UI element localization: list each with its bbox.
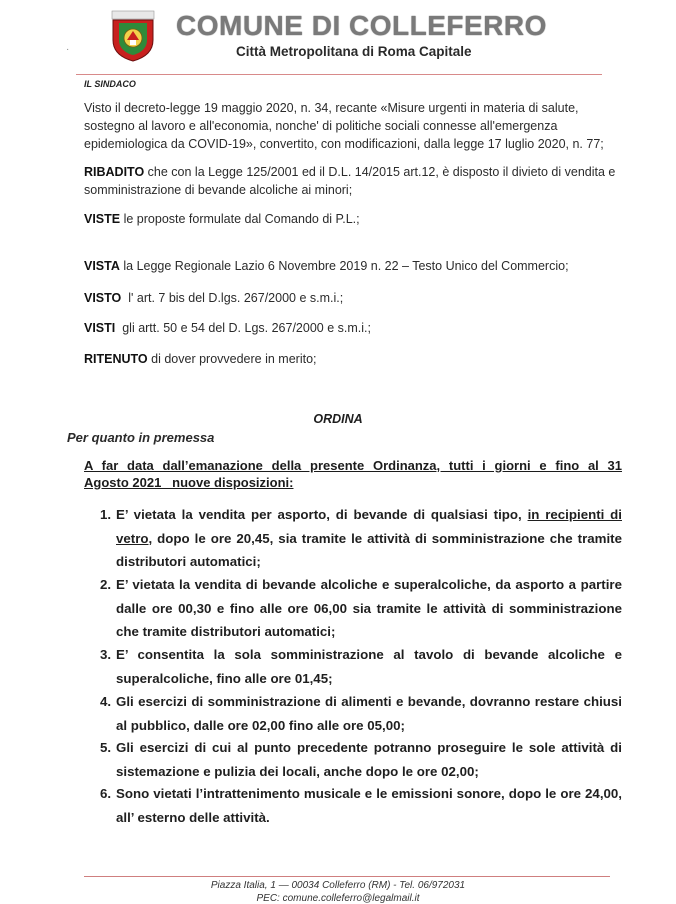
margin-mark: · (66, 44, 70, 55)
premise-paragraph (84, 289, 343, 307)
page-title: COMUNE DI COLLEFERRO (176, 10, 547, 41)
footer-divider (84, 876, 610, 877)
provision-text-part: E’ vietata la vendita per asporto, di bevande di qualsiasi tipo, (116, 507, 528, 522)
provision-number: 6. (100, 786, 112, 801)
premise-lead: VISTI (84, 321, 116, 335)
municipal-crest-logo (110, 10, 156, 62)
provision-item (100, 573, 622, 644)
premise-text: le proposte formulate dal Comando di P.L.; (120, 212, 360, 226)
premise-text: Visto il decreto-legge 19 maggio 2020, n. 34, recante «Misure urgenti in materia di salute, sostegno al lavoro e all'economia, nonche' di politiche sociali connesse all'emergenza epidemiologica da COVID-19», convertito, con modificazioni, dalla legge 17 luglio 2020, n. 77; (84, 101, 604, 151)
premise-paragraph (84, 210, 360, 228)
ordina-heading: ORDINA (313, 412, 363, 426)
provision-number: 3. (100, 647, 112, 662)
premise-text: che con la Legge 125/2001 ed il D.L. 14/2015 art.12, è disposto il divieto di vendita e somministrazione di bevande alcoliche ai minori; (84, 165, 616, 197)
header-divider (76, 74, 602, 75)
premise-text: l' art. 7 bis del D.lgs. 267/2000 e s.m.i.; (121, 291, 344, 305)
premise-lead: VISTO (84, 291, 122, 305)
premise-lead: RITENUTO (84, 352, 148, 366)
premise-lead: RIBADITO (84, 165, 145, 179)
premise-text: gli artt. 50 e 54 del D. Lgs. 267/2000 e s.m.i.; (115, 321, 371, 335)
provision-text: Gli esercizi di somministrazione di alimenti e bevande, dovranno restare chiusi al pubblico, dalle ore 02,00 fino alle ore 05,00; (116, 694, 622, 733)
provision-number: 1. (100, 507, 112, 522)
premise-paragraph (84, 163, 624, 199)
provision-text: E’ consentita la sola somministrazione al tavolo di bevande alcoliche e superalcoliche, fino alle ore 01,45; (116, 647, 622, 686)
provision-item (100, 643, 622, 690)
footer-address: Piazza Italia, 1 — 00034 Colleferro (RM) - Tel. 06/972031 (210, 880, 466, 891)
premise-lead: VISTE (84, 212, 121, 226)
page-subtitle: Città Metropolitana di Roma Capitale (236, 44, 472, 59)
premise-paragraph (84, 99, 624, 153)
premise-text: la Legge Regionale Lazio 6 Novembre 2019 n. 22 – Testo Unico del Commercio; (119, 259, 569, 273)
provision-number: 4. (100, 694, 112, 709)
premise-paragraph (84, 257, 569, 275)
intro-line: Agosto 2021 nuove disposizioni: (84, 475, 294, 490)
premise-text: di dover provvedere in merito; (147, 352, 317, 366)
footer-pec: PEC: comune.colleferro@legalmail.it (256, 893, 420, 904)
provision-item (100, 503, 622, 574)
provision-text: Gli esercizi di cui al punto precedente potranno proseguire le sole attività di sistemazione e pulizia dei locali, anche dopo le ore 02,00; (116, 740, 622, 779)
provision-item (100, 690, 622, 737)
intro-line: A far data dall’emanazione della presente Ordinanza, tutti i giorni e fino al 31 (84, 458, 622, 473)
provision-text (116, 503, 622, 574)
premise-paragraph (84, 350, 317, 368)
provision-item (100, 782, 622, 829)
ordinance-intro (84, 457, 622, 491)
premise-paragraph (84, 319, 371, 337)
provision-number: 2. (100, 577, 112, 592)
provision-item (100, 736, 622, 783)
provision-text: E’ vietata la vendita di bevande alcoliche e superalcoliche, da asporto a partire dalle ore 00,30 e fino alle ore 06,00 sia tramite le attività di somministrazione che tramite distributori automatici; (116, 577, 622, 639)
sindaco-label: IL SINDACO (84, 79, 136, 89)
per-quanto-label: Per quanto in premessa (67, 430, 215, 445)
provision-text: Sono vietati l’intrattenimento musicale e le emissioni sonore, dopo le ore 24,00, all’ esterno delle attività. (116, 786, 622, 825)
provision-underlined-text: in recipienti di vetro (116, 507, 622, 546)
provision-number: 5. (100, 740, 112, 755)
premise-lead: VISTA (84, 259, 120, 273)
provision-text-part: , dopo le ore 20,45, sia tramite le attività di somministrazione che tramite distributori automatici; (116, 530, 622, 569)
